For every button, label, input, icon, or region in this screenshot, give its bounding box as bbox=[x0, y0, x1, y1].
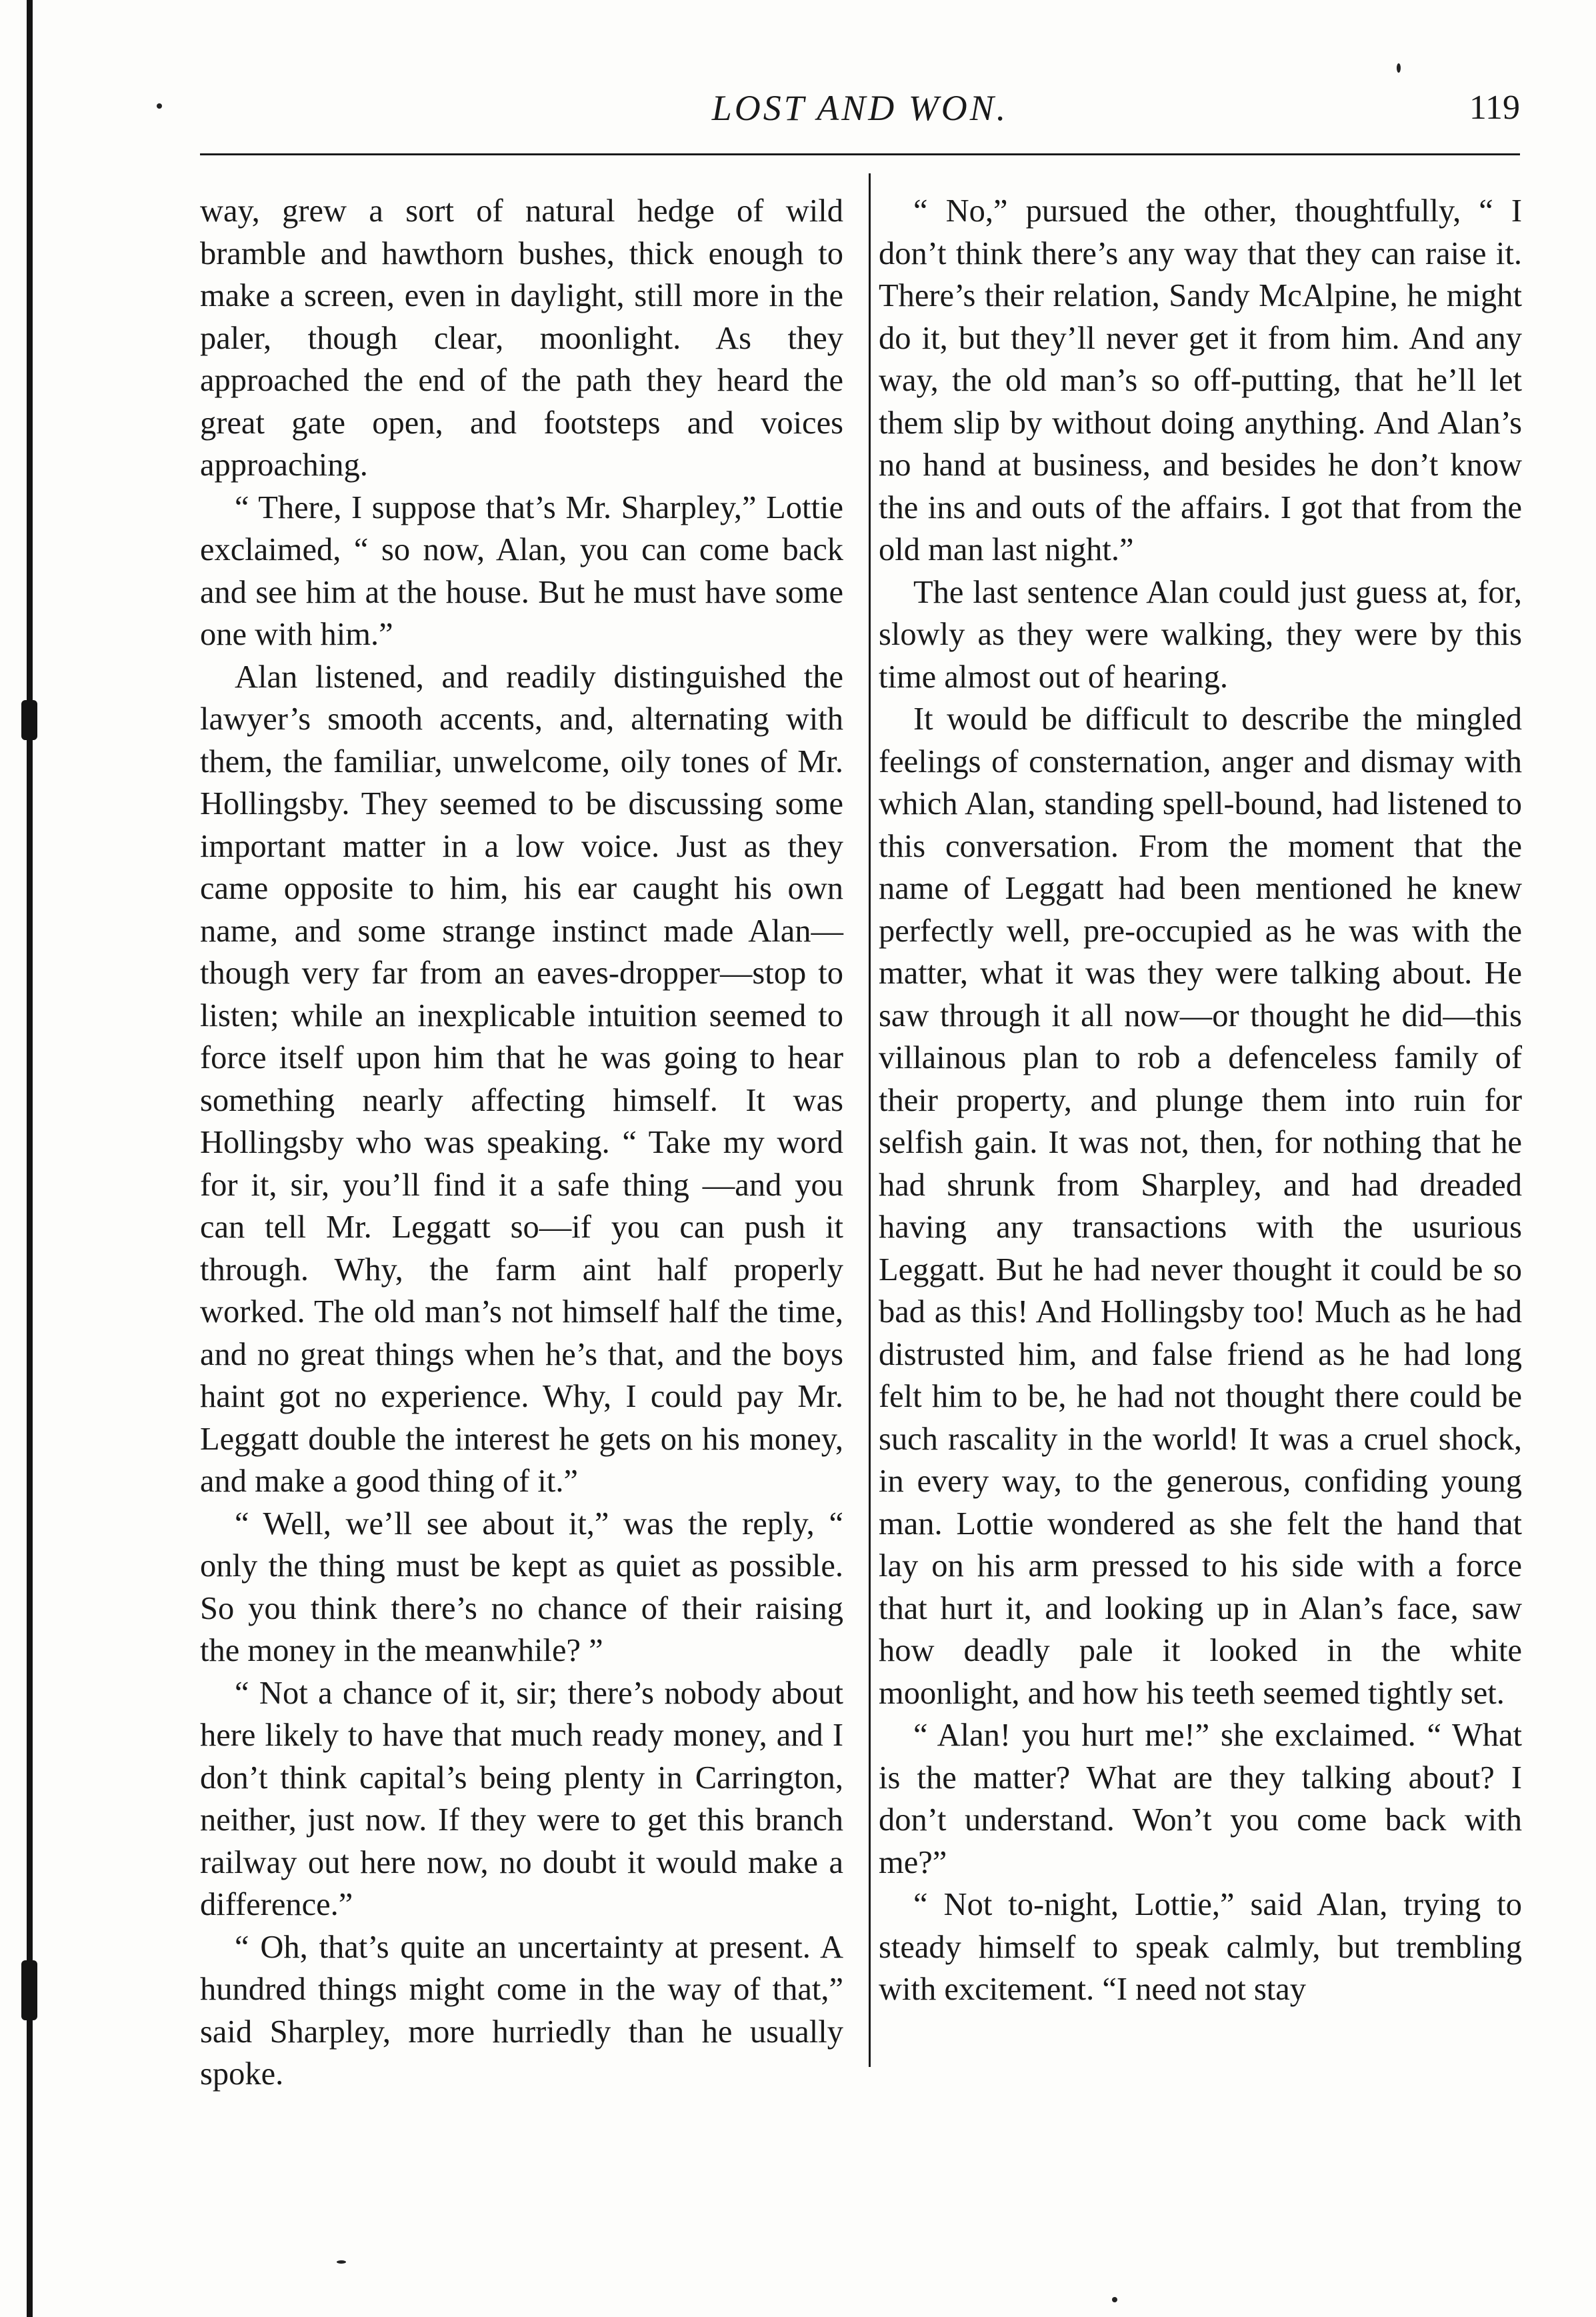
paragraph: way, grew a sort of natural hedge of wild bramble and hawthorn bushes, thick enough to make a screen, even in daylight, still more in the paler, though clear, moonlight. As they approached the end of the path they heard the great gate open, and footsteps and voices approaching. bbox=[200, 193, 843, 483]
binding-mark bbox=[21, 700, 37, 740]
ink-speck bbox=[1112, 2297, 1117, 2302]
right-column bbox=[879, 190, 1522, 2011]
ink-speck bbox=[1397, 63, 1401, 73]
running-title: LOST AND WON. bbox=[711, 88, 1009, 128]
paragraph: “ Not a chance of it, sir; there’s nobody about here likely to have that much ready money, and I don’t think capital’s being plenty in Carrington, neither, just now. If they were to get this branch railway out here now, no doubt it would make a difference.” bbox=[200, 1675, 843, 1922]
column-divider bbox=[869, 173, 871, 2067]
left-column bbox=[200, 190, 843, 2096]
paragraph: “ Well, we’ll see about it,” was the reply, “ only the thing must be kept as quiet as possible. So you think there’s no chance of their raising the money in the meanwhile? ” bbox=[200, 1506, 843, 1668]
header-rule bbox=[200, 153, 1520, 155]
ink-speck bbox=[337, 2260, 346, 2264]
paragraph: The last sentence Alan could just guess at, for, slowly as they were walking, they were by this time almost out of hearing. bbox=[879, 574, 1522, 695]
paragraph: “ Not to-night, Lottie,” said Alan, trying to steady himself to speak calmly, but trembling with excitement. “I need not stay bbox=[879, 1887, 1522, 2007]
page-header bbox=[200, 81, 1520, 141]
ink-speck bbox=[157, 103, 162, 109]
binding-mark bbox=[21, 1960, 37, 2020]
paragraph: “ Oh, that’s quite an uncertainty at present. A hundred things might come in the way of that,” said Sharpley, more hurriedly than he usually spoke. bbox=[200, 1929, 843, 2092]
paragraph: “ No,” pursued the other, thoughtfully, “ I don’t think there’s any way that they can raise it. There’s their relation, Sandy McAlpine, he might do it, but they’ll never get it from him. And any way, the old man’s so off-putting, that he’ll let them slip by without doing anything. And Alan’s no hand at business, and besides he don’t know the ins and outs of the affairs. I got that from the old man last night.” bbox=[879, 193, 1522, 567]
paragraph: “ There, I suppose that’s Mr. Sharpley,” Lottie exclaimed, “ so now, Alan, you can come back and see him at the house. But he must have some one with him.” bbox=[200, 489, 843, 652]
page-number: 119 bbox=[1469, 89, 1520, 127]
paragraph: It would be difficult to describe the mingled feelings of consternation, anger and dismay with which Alan, standing spell-bound, had listened to this conversation. From the moment that the name of Leggatt had been mentioned he knew perfectly well, pre-occupied as he was with the matter, what it was they were talking about. He saw through it all now—or thought he did—this villainous plan to rob a defenceless family of their property, and plunge them into ruin for selfish gain. It was not, then, for nothing that he had shrunk from Sharpley, and had dreaded having any transactions with the usurious Leggatt. But he had never thought it could be so bad as this! And Hollingsby too! Much as he had distrusted him, and false friend as he had long felt him to be, he had not thought there could be such rascality in the world! It was a cruel shock, in every way, to the generous, confiding young man. Lottie wondered as she felt the hand that lay on his arm pressed to his side with a force that hurt it, and looking up in Alan’s face, saw how deadly pale it looked in the white moonlight, and how his teeth seemed tightly set. bbox=[879, 701, 1522, 1711]
paragraph: “ Alan! you hurt me!” she exclaimed. “ What is the matter? What are they talking about? I don’t understand. Won’t you come back with me?” bbox=[879, 1718, 1522, 1880]
paragraph: Alan listened, and readily distinguished the lawyer’s smooth accents, and, alternating with them, the familiar, unwelcome, oily tones of Mr. Hollingsby. They seemed to be discussing some important matter in a low voice. Just as they came opposite to him, his ear caught his own name, and some strange instinct made Alan—though very far from an eaves-dropper—stop to listen; while an inexplicable intuition seemed to force itself upon him that he was going to hear something nearly affecting himself. It was Hollingsby who was speaking. “ Take my word for it, sir, you’ll find it a safe thing —and you can tell Mr. Leggatt so—if you can push it through. Why, the farm aint half properly worked. The old man’s not himself half the time, and no great things when he’s that, and the boys haint got no experience. Why, I could pay Mr. Leggatt double the interest he gets on his money, and make a good thing of it.” bbox=[200, 659, 843, 1499]
